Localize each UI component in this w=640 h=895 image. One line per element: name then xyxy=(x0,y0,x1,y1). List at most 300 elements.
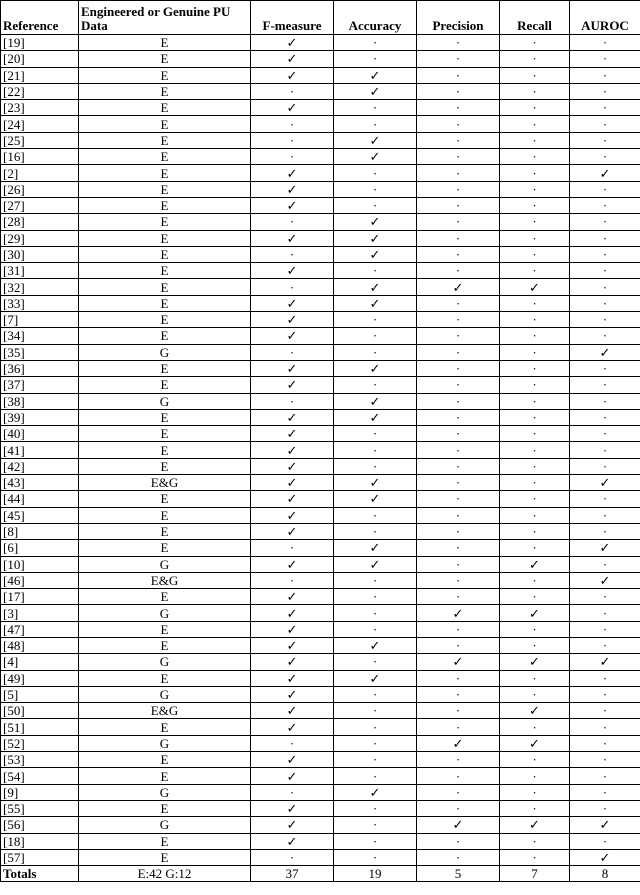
cell-f-measure-check-icon: ✓ xyxy=(251,703,334,719)
cell-auroc-dot-icon: · xyxy=(570,100,640,116)
cell-data-type: E xyxy=(79,295,251,311)
cell-auroc-check-icon: ✓ xyxy=(570,475,640,491)
cell-f-measure-check-icon: ✓ xyxy=(251,833,334,849)
cell-auroc-dot-icon: · xyxy=(570,83,640,99)
cell-recall-dot-icon: · xyxy=(500,393,570,409)
cell-accuracy-dot-icon: · xyxy=(334,51,417,67)
table-row xyxy=(1,605,640,621)
cell-data-type: G xyxy=(79,784,251,800)
cell-precision-dot-icon: · xyxy=(417,637,500,653)
cell-reference: [22] xyxy=(1,83,79,99)
cell-accuracy-check-icon: ✓ xyxy=(334,393,417,409)
totals-recall: 7 xyxy=(500,866,570,882)
cell-f-measure-check-icon: ✓ xyxy=(251,197,334,213)
cell-f-measure-check-icon: ✓ xyxy=(251,67,334,83)
cell-recall-check-icon: ✓ xyxy=(500,735,570,751)
cell-data-type: E xyxy=(79,230,251,246)
table-row xyxy=(1,295,640,311)
cell-reference: [46] xyxy=(1,572,79,588)
cell-f-measure-dot-icon: · xyxy=(251,393,334,409)
cell-recall-check-icon: ✓ xyxy=(500,605,570,621)
table-row xyxy=(1,197,640,213)
cell-data-type: E xyxy=(79,165,251,181)
table-row xyxy=(1,556,640,572)
cell-data-type: E xyxy=(79,214,251,230)
table-row xyxy=(1,833,640,849)
cell-reference: [4] xyxy=(1,654,79,670)
col-header-data-type: Engineered or Genuine PU Data xyxy=(79,1,251,35)
cell-data-type: G xyxy=(79,817,251,833)
cell-reference: [35] xyxy=(1,344,79,360)
cell-precision-dot-icon: · xyxy=(417,572,500,588)
cell-data-type: E xyxy=(79,458,251,474)
header-row xyxy=(1,1,640,35)
cell-data-type: E xyxy=(79,246,251,262)
cell-f-measure-dot-icon: · xyxy=(251,132,334,148)
cell-reference: [41] xyxy=(1,442,79,458)
cell-precision-dot-icon: · xyxy=(417,100,500,116)
cell-f-measure-dot-icon: · xyxy=(251,279,334,295)
cell-precision-dot-icon: · xyxy=(417,360,500,376)
cell-recall-check-icon: ✓ xyxy=(500,279,570,295)
cell-accuracy-check-icon: ✓ xyxy=(334,230,417,246)
cell-precision-dot-icon: · xyxy=(417,246,500,262)
table-row xyxy=(1,589,640,605)
col-header-accuracy: Accuracy xyxy=(334,1,417,35)
cell-reference: [50] xyxy=(1,703,79,719)
cell-f-measure-check-icon: ✓ xyxy=(251,35,334,51)
cell-precision-dot-icon: · xyxy=(417,181,500,197)
totals-row xyxy=(1,866,640,882)
cell-auroc-dot-icon: · xyxy=(570,263,640,279)
cell-recall-dot-icon: · xyxy=(500,442,570,458)
table-row xyxy=(1,116,640,132)
cell-accuracy-dot-icon: · xyxy=(334,719,417,735)
cell-reference: [26] xyxy=(1,181,79,197)
col-header-precision: Precision xyxy=(417,1,500,35)
cell-accuracy-dot-icon: · xyxy=(334,263,417,279)
cell-data-type: E xyxy=(79,83,251,99)
cell-data-type: E xyxy=(79,589,251,605)
cell-reference: [10] xyxy=(1,556,79,572)
table-row xyxy=(1,621,640,637)
cell-accuracy-dot-icon: · xyxy=(334,800,417,816)
cell-precision-dot-icon: · xyxy=(417,165,500,181)
cell-recall-dot-icon: · xyxy=(500,295,570,311)
cell-reference: [40] xyxy=(1,426,79,442)
cell-data-type: E xyxy=(79,100,251,116)
cell-data-type: E xyxy=(79,328,251,344)
cell-data-type: E xyxy=(79,116,251,132)
table-row xyxy=(1,83,640,99)
table-row xyxy=(1,67,640,83)
cell-recall-dot-icon: · xyxy=(500,51,570,67)
cell-recall-check-icon: ✓ xyxy=(500,817,570,833)
cell-data-type: E xyxy=(79,35,251,51)
cell-accuracy-dot-icon: · xyxy=(334,197,417,213)
cell-f-measure-check-icon: ✓ xyxy=(251,507,334,523)
cell-recall-dot-icon: · xyxy=(500,523,570,539)
cell-accuracy-dot-icon: · xyxy=(334,377,417,393)
table-row xyxy=(1,523,640,539)
cell-accuracy-check-icon: ✓ xyxy=(334,295,417,311)
cell-reference: [37] xyxy=(1,377,79,393)
cell-auroc-dot-icon: · xyxy=(570,768,640,784)
cell-f-measure-check-icon: ✓ xyxy=(251,165,334,181)
cell-accuracy-dot-icon: · xyxy=(334,589,417,605)
cell-recall-dot-icon: · xyxy=(500,67,570,83)
cell-reference: [47] xyxy=(1,621,79,637)
cell-auroc-check-icon: ✓ xyxy=(570,849,640,865)
cell-recall-dot-icon: · xyxy=(500,686,570,702)
cell-accuracy-check-icon: ✓ xyxy=(334,67,417,83)
cell-auroc-dot-icon: · xyxy=(570,312,640,328)
cell-reference: [57] xyxy=(1,849,79,865)
cell-auroc-dot-icon: · xyxy=(570,377,640,393)
cell-data-type: E xyxy=(79,426,251,442)
cell-precision-dot-icon: · xyxy=(417,149,500,165)
cell-data-type: G xyxy=(79,654,251,670)
cell-f-measure-dot-icon: · xyxy=(251,246,334,262)
cell-reference: [16] xyxy=(1,149,79,165)
cell-auroc-check-icon: ✓ xyxy=(570,540,640,556)
cell-data-type: E xyxy=(79,312,251,328)
cell-accuracy-check-icon: ✓ xyxy=(334,360,417,376)
cell-recall-dot-icon: · xyxy=(500,784,570,800)
table-row xyxy=(1,654,640,670)
cell-f-measure-check-icon: ✓ xyxy=(251,360,334,376)
cell-f-measure-dot-icon: · xyxy=(251,83,334,99)
cell-precision-dot-icon: · xyxy=(417,719,500,735)
cell-data-type: E&G xyxy=(79,703,251,719)
cell-auroc-dot-icon: · xyxy=(570,442,640,458)
cell-f-measure-check-icon: ✓ xyxy=(251,458,334,474)
table-row xyxy=(1,849,640,865)
table-row xyxy=(1,263,640,279)
cell-accuracy-dot-icon: · xyxy=(334,181,417,197)
cell-f-measure-check-icon: ✓ xyxy=(251,100,334,116)
cell-auroc-dot-icon: · xyxy=(570,523,640,539)
cell-f-measure-check-icon: ✓ xyxy=(251,523,334,539)
cell-auroc-check-icon: ✓ xyxy=(570,817,640,833)
cell-precision-dot-icon: · xyxy=(417,426,500,442)
cell-recall-dot-icon: · xyxy=(500,800,570,816)
cell-accuracy-check-icon: ✓ xyxy=(334,409,417,425)
table-row xyxy=(1,181,640,197)
cell-precision-check-icon: ✓ xyxy=(417,654,500,670)
table-row xyxy=(1,703,640,719)
cell-accuracy-dot-icon: · xyxy=(334,344,417,360)
table-row xyxy=(1,360,640,376)
cell-auroc-dot-icon: · xyxy=(570,116,640,132)
cell-auroc-dot-icon: · xyxy=(570,784,640,800)
cell-data-type: E xyxy=(79,752,251,768)
table-row xyxy=(1,686,640,702)
cell-auroc-dot-icon: · xyxy=(570,735,640,751)
cell-recall-dot-icon: · xyxy=(500,83,570,99)
cell-data-type: G xyxy=(79,735,251,751)
cell-reference: [48] xyxy=(1,637,79,653)
cell-auroc-dot-icon: · xyxy=(570,833,640,849)
table-row xyxy=(1,784,640,800)
cell-data-type: E xyxy=(79,442,251,458)
cell-precision-dot-icon: · xyxy=(417,328,500,344)
cell-precision-dot-icon: · xyxy=(417,51,500,67)
cell-precision-dot-icon: · xyxy=(417,67,500,83)
cell-auroc-dot-icon: · xyxy=(570,51,640,67)
cell-auroc-dot-icon: · xyxy=(570,295,640,311)
cell-f-measure-dot-icon: · xyxy=(251,735,334,751)
cell-reference: [6] xyxy=(1,540,79,556)
cell-reference: [2] xyxy=(1,165,79,181)
cell-reference: [23] xyxy=(1,100,79,116)
cell-f-measure-dot-icon: · xyxy=(251,540,334,556)
cell-accuracy-dot-icon: · xyxy=(334,458,417,474)
table-row xyxy=(1,637,640,653)
cell-data-type: E xyxy=(79,181,251,197)
cell-accuracy-dot-icon: · xyxy=(334,523,417,539)
cell-precision-check-icon: ✓ xyxy=(417,279,500,295)
table-row xyxy=(1,344,640,360)
cell-recall-dot-icon: · xyxy=(500,458,570,474)
cell-precision-dot-icon: · xyxy=(417,409,500,425)
cell-reference: [29] xyxy=(1,230,79,246)
col-header-f-measure: F-measure xyxy=(251,1,334,35)
cell-reference: [25] xyxy=(1,132,79,148)
cell-accuracy-dot-icon: · xyxy=(334,849,417,865)
cell-auroc-dot-icon: · xyxy=(570,719,640,735)
cell-reference: [8] xyxy=(1,523,79,539)
table-row xyxy=(1,100,640,116)
cell-recall-dot-icon: · xyxy=(500,719,570,735)
cell-precision-dot-icon: · xyxy=(417,442,500,458)
table-row xyxy=(1,409,640,425)
cell-data-type: E xyxy=(79,360,251,376)
cell-recall-dot-icon: · xyxy=(500,752,570,768)
cell-data-type: E xyxy=(79,51,251,67)
col-header-recall: Recall xyxy=(500,1,570,35)
cell-precision-dot-icon: · xyxy=(417,556,500,572)
cell-f-measure-check-icon: ✓ xyxy=(251,605,334,621)
cell-reference: [56] xyxy=(1,817,79,833)
cell-data-type: E xyxy=(79,67,251,83)
cell-reference: [18] xyxy=(1,833,79,849)
cell-recall-dot-icon: · xyxy=(500,246,570,262)
cell-accuracy-check-icon: ✓ xyxy=(334,637,417,653)
table-row xyxy=(1,149,640,165)
cell-auroc-dot-icon: · xyxy=(570,181,640,197)
cell-recall-dot-icon: · xyxy=(500,132,570,148)
cell-reference: [42] xyxy=(1,458,79,474)
cell-recall-dot-icon: · xyxy=(500,35,570,51)
cell-reference: [27] xyxy=(1,197,79,213)
cell-f-measure-check-icon: ✓ xyxy=(251,686,334,702)
totals-data-type: E:42 G:12 xyxy=(79,866,251,882)
cell-precision-check-icon: ✓ xyxy=(417,735,500,751)
cell-reference: [39] xyxy=(1,409,79,425)
cell-recall-check-icon: ✓ xyxy=(500,556,570,572)
table-row xyxy=(1,458,640,474)
table-row xyxy=(1,800,640,816)
cell-recall-dot-icon: · xyxy=(500,637,570,653)
cell-auroc-dot-icon: · xyxy=(570,393,640,409)
cell-f-measure-dot-icon: · xyxy=(251,849,334,865)
cell-f-measure-check-icon: ✓ xyxy=(251,181,334,197)
table-row xyxy=(1,393,640,409)
cell-data-type: E xyxy=(79,377,251,393)
cell-recall-dot-icon: · xyxy=(500,768,570,784)
cell-precision-check-icon: ✓ xyxy=(417,817,500,833)
cell-recall-dot-icon: · xyxy=(500,230,570,246)
cell-recall-dot-icon: · xyxy=(500,214,570,230)
table-row xyxy=(1,165,640,181)
cell-data-type: E xyxy=(79,149,251,165)
cell-recall-dot-icon: · xyxy=(500,197,570,213)
cell-f-measure-check-icon: ✓ xyxy=(251,328,334,344)
table-row xyxy=(1,426,640,442)
cell-accuracy-dot-icon: · xyxy=(334,35,417,51)
cell-data-type: E xyxy=(79,768,251,784)
cell-data-type: E xyxy=(79,507,251,523)
cell-reference: [17] xyxy=(1,589,79,605)
cell-auroc-dot-icon: · xyxy=(570,132,640,148)
cell-recall-dot-icon: · xyxy=(500,409,570,425)
cell-f-measure-dot-icon: · xyxy=(251,784,334,800)
cell-auroc-check-icon: ✓ xyxy=(570,165,640,181)
cell-reference: [7] xyxy=(1,312,79,328)
cell-f-measure-dot-icon: · xyxy=(251,149,334,165)
cell-accuracy-dot-icon: · xyxy=(334,165,417,181)
cell-f-measure-check-icon: ✓ xyxy=(251,426,334,442)
cell-data-type: E xyxy=(79,279,251,295)
cell-recall-dot-icon: · xyxy=(500,312,570,328)
cell-auroc-dot-icon: · xyxy=(570,409,640,425)
cell-accuracy-check-icon: ✓ xyxy=(334,556,417,572)
cell-recall-check-icon: ✓ xyxy=(500,654,570,670)
cell-data-type: E xyxy=(79,523,251,539)
cell-reference: [32] xyxy=(1,279,79,295)
cell-auroc-dot-icon: · xyxy=(570,328,640,344)
cell-auroc-dot-icon: · xyxy=(570,621,640,637)
cell-precision-dot-icon: · xyxy=(417,83,500,99)
table-row xyxy=(1,670,640,686)
cell-recall-dot-icon: · xyxy=(500,344,570,360)
cell-accuracy-dot-icon: · xyxy=(334,312,417,328)
cell-reference: [38] xyxy=(1,393,79,409)
cell-f-measure-check-icon: ✓ xyxy=(251,377,334,393)
cell-reference: [5] xyxy=(1,686,79,702)
cell-auroc-dot-icon: · xyxy=(570,214,640,230)
table-row xyxy=(1,540,640,556)
cell-auroc-dot-icon: · xyxy=(570,230,640,246)
cell-precision-dot-icon: · xyxy=(417,784,500,800)
cell-precision-dot-icon: · xyxy=(417,393,500,409)
cell-auroc-check-icon: ✓ xyxy=(570,572,640,588)
cell-precision-dot-icon: · xyxy=(417,377,500,393)
cell-auroc-dot-icon: · xyxy=(570,197,640,213)
cell-accuracy-check-icon: ✓ xyxy=(334,540,417,556)
cell-reference: [20] xyxy=(1,51,79,67)
cell-reference: [54] xyxy=(1,768,79,784)
cell-precision-dot-icon: · xyxy=(417,35,500,51)
cell-reference: [43] xyxy=(1,475,79,491)
cell-accuracy-check-icon: ✓ xyxy=(334,214,417,230)
totals-accuracy: 19 xyxy=(334,866,417,882)
totals-precision: 5 xyxy=(417,866,500,882)
cell-accuracy-check-icon: ✓ xyxy=(334,670,417,686)
cell-recall-dot-icon: · xyxy=(500,165,570,181)
cell-precision-dot-icon: · xyxy=(417,312,500,328)
cell-f-measure-check-icon: ✓ xyxy=(251,295,334,311)
cell-auroc-dot-icon: · xyxy=(570,556,640,572)
cell-f-measure-check-icon: ✓ xyxy=(251,800,334,816)
cell-data-type: E xyxy=(79,132,251,148)
cell-auroc-dot-icon: · xyxy=(570,35,640,51)
cell-accuracy-dot-icon: · xyxy=(334,833,417,849)
cell-precision-dot-icon: · xyxy=(417,475,500,491)
cell-recall-dot-icon: · xyxy=(500,621,570,637)
cell-auroc-dot-icon: · xyxy=(570,637,640,653)
cell-precision-dot-icon: · xyxy=(417,589,500,605)
cell-accuracy-check-icon: ✓ xyxy=(334,132,417,148)
cell-accuracy-dot-icon: · xyxy=(334,426,417,442)
cell-f-measure-check-icon: ✓ xyxy=(251,719,334,735)
table-row xyxy=(1,752,640,768)
table-row xyxy=(1,768,640,784)
table-row xyxy=(1,35,640,51)
cell-f-measure-dot-icon: · xyxy=(251,116,334,132)
cell-precision-dot-icon: · xyxy=(417,768,500,784)
cell-recall-dot-icon: · xyxy=(500,100,570,116)
cell-accuracy-check-icon: ✓ xyxy=(334,149,417,165)
col-header-reference: Reference xyxy=(1,1,79,35)
table-row xyxy=(1,491,640,507)
table-row xyxy=(1,328,640,344)
cell-precision-dot-icon: · xyxy=(417,132,500,148)
cell-precision-dot-icon: · xyxy=(417,800,500,816)
cell-auroc-check-icon: ✓ xyxy=(570,344,640,360)
table-row xyxy=(1,279,640,295)
cell-precision-dot-icon: · xyxy=(417,230,500,246)
cell-reference: [30] xyxy=(1,246,79,262)
cell-reference: [34] xyxy=(1,328,79,344)
cell-accuracy-dot-icon: · xyxy=(334,442,417,458)
cell-accuracy-dot-icon: · xyxy=(334,605,417,621)
cell-auroc-dot-icon: · xyxy=(570,246,640,262)
cell-reference: [31] xyxy=(1,263,79,279)
cell-accuracy-dot-icon: · xyxy=(334,572,417,588)
cell-data-type: E&G xyxy=(79,475,251,491)
cell-accuracy-dot-icon: · xyxy=(334,654,417,670)
cell-f-measure-check-icon: ✓ xyxy=(251,768,334,784)
totals-f-measure: 37 xyxy=(251,866,334,882)
table-row xyxy=(1,817,640,833)
cell-reference: [53] xyxy=(1,752,79,768)
cell-accuracy-dot-icon: · xyxy=(334,768,417,784)
cell-precision-dot-icon: · xyxy=(417,458,500,474)
table-row xyxy=(1,719,640,735)
cell-auroc-dot-icon: · xyxy=(570,507,640,523)
cell-data-type: E xyxy=(79,263,251,279)
cell-recall-dot-icon: · xyxy=(500,149,570,165)
cell-auroc-dot-icon: · xyxy=(570,279,640,295)
cell-precision-dot-icon: · xyxy=(417,116,500,132)
cell-f-measure-check-icon: ✓ xyxy=(251,475,334,491)
cell-accuracy-dot-icon: · xyxy=(334,621,417,637)
cell-precision-dot-icon: · xyxy=(417,540,500,556)
cell-f-measure-check-icon: ✓ xyxy=(251,637,334,653)
cell-accuracy-dot-icon: · xyxy=(334,817,417,833)
